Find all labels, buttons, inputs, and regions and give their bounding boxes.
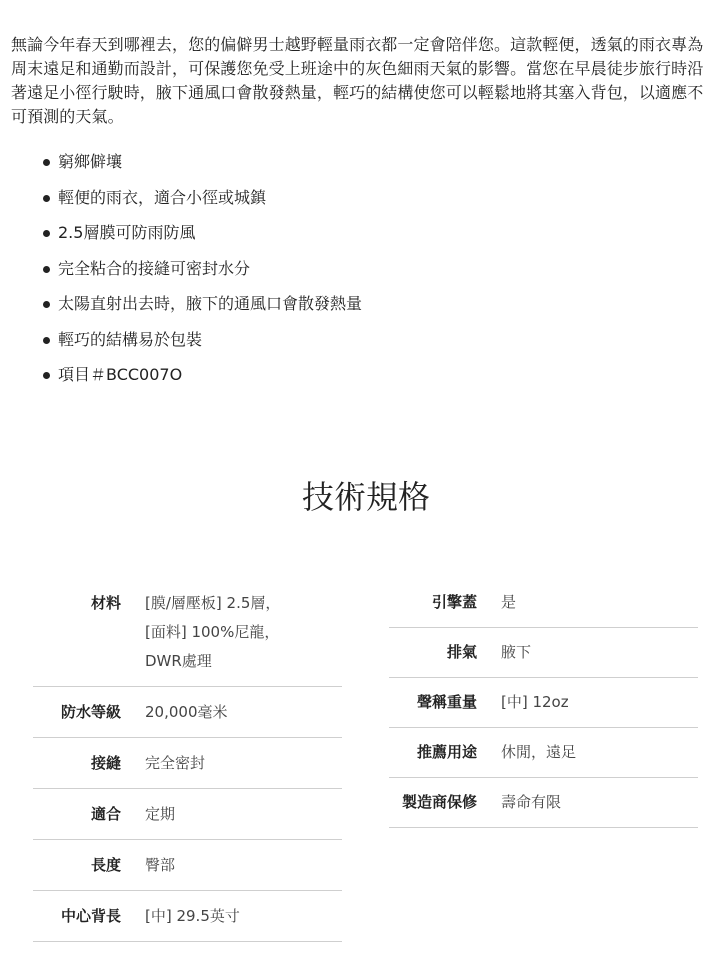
- spec-label: 聲稱重量: [416, 693, 477, 711]
- feature-list: [40, 149, 362, 398]
- feature-item: [40, 327, 362, 363]
- spec-value: [中] 12oz: [501, 693, 569, 711]
- feature-text: 輕便的雨衣，適合小徑或城鎮: [58, 187, 267, 207]
- spec-value: 腋下: [501, 643, 532, 661]
- feature-text: 窮鄉僻壤: [58, 152, 123, 171]
- product-description: 無論今年春天到哪裡去，您的偏僻男士越野輕量雨衣都一定會陪伴您。這款輕便，透氣的雨衣專為周末遠足和通勤而設計，可保護您免受上班途中的灰色細雨天氣的影響。當您在早晨徒步旅行時沿著遠足小徑行駛時，腋下通風口會散發熱量，輕巧的結構使您可以輕鬆地將其塞入背包，以適應不可預測的天氣。: [11, 35, 704, 126]
- feature-text: 太陽直射出去時，腋下的通風口會散發熱量: [58, 294, 363, 313]
- bullet-icon: [43, 337, 50, 344]
- spec-label: 中心背長: [60, 907, 121, 925]
- feature-text: 項目＃BCC007O: [58, 365, 183, 384]
- spec-label: 引擎蓋: [431, 593, 477, 611]
- spec-label: 推薦用途: [416, 743, 477, 761]
- feature-item: [40, 256, 362, 292]
- spec-value: 休閒，遠足: [501, 743, 577, 761]
- feature-text: 2.5層膜可防雨防風: [58, 223, 196, 242]
- feature-item: [40, 185, 362, 221]
- spec-value: 定期: [145, 805, 176, 823]
- spec-label: 接縫: [90, 754, 121, 772]
- spec-row-seams: [33, 738, 342, 789]
- spec-table-left: [33, 578, 342, 942]
- feature-item: [40, 362, 362, 398]
- spec-title: 技術規格: [301, 478, 430, 516]
- spec-value: 壽命有限: [501, 793, 562, 811]
- spec-value: 完全密封: [145, 754, 206, 772]
- spec-label: 適合: [90, 805, 121, 823]
- spec-label: 防水等級: [60, 703, 121, 721]
- spec-label: 製造商保修: [401, 793, 477, 811]
- bullet-icon: [43, 301, 50, 308]
- spec-label: 長度: [90, 856, 121, 874]
- bullet-icon: [43, 230, 50, 237]
- feature-item: [40, 220, 362, 256]
- spec-value: 20,000毫米: [145, 703, 228, 721]
- bullet-icon: [43, 195, 50, 202]
- spec-row-hood: [389, 578, 698, 628]
- bullet-icon: [43, 266, 50, 273]
- bullet-icon: [43, 372, 50, 379]
- spec-row-material: [33, 578, 342, 687]
- spec-row-recommended-use: [389, 728, 698, 778]
- feature-item: [40, 291, 362, 327]
- feature-item: [40, 149, 362, 185]
- spec-value: [中] 29.5英寸: [145, 907, 240, 925]
- spec-row-back-length: [33, 891, 342, 942]
- spec-row-weight: [389, 678, 698, 728]
- spec-value: [膜/層壓板] 2.5層， [面料] 100%尼龍， DWR處理: [145, 594, 281, 670]
- bullet-icon: [43, 159, 50, 166]
- spec-value: 臀部: [145, 856, 176, 874]
- spec-label: 材料: [90, 594, 121, 612]
- spec-row-length: [33, 840, 342, 891]
- spec-row-fit: [33, 789, 342, 840]
- spec-row-waterproof: [33, 687, 342, 738]
- feature-text: 輕巧的結構易於包裝: [58, 329, 203, 349]
- spec-row-warranty: [389, 778, 698, 828]
- spec-row-vents: [389, 628, 698, 678]
- spec-table-right: [389, 578, 698, 828]
- spec-value: 是: [501, 593, 517, 611]
- feature-text: 完全粘合的接縫可密封水分: [58, 258, 251, 278]
- spec-label: 排氣: [446, 643, 477, 661]
